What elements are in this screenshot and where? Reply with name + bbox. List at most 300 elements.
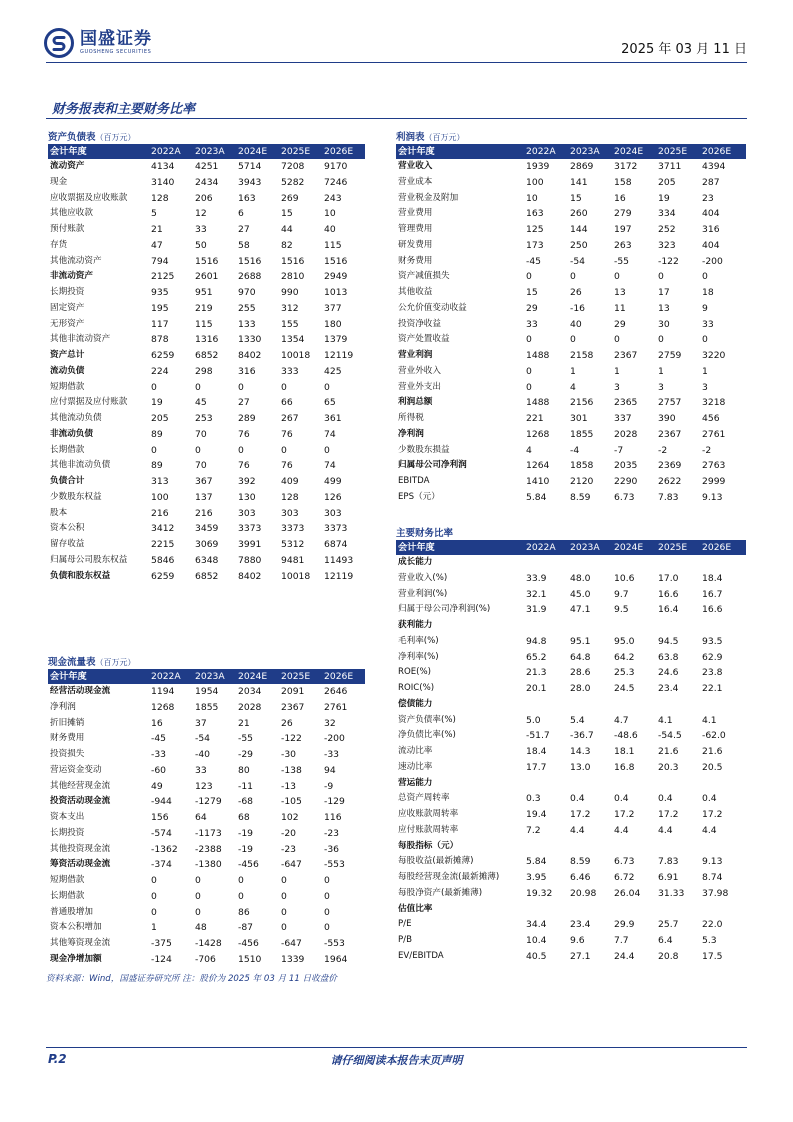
cash-flow-table xyxy=(48,669,365,968)
ratios-cell: 0.3 xyxy=(526,793,541,805)
income-statement-cell: 2120 xyxy=(570,476,594,487)
cash-flow-cell: -30 xyxy=(281,749,297,760)
ratios-cell xyxy=(658,618,702,634)
cash-flow-cell: 0 xyxy=(195,890,201,902)
balance-sheet-cell: 40 xyxy=(324,224,336,235)
income-statement-cell: 144 xyxy=(570,224,588,235)
income-statement-cell: 0 xyxy=(526,334,532,346)
balance-sheet-cell: 1316 xyxy=(195,334,219,346)
balance-sheet-row-label: 短期借款 xyxy=(50,381,85,392)
balance-sheet-cell: 130 xyxy=(238,491,256,503)
ratios-cell: 4.4 xyxy=(658,824,673,836)
ratios-cell: 7.83 xyxy=(658,856,679,868)
income-statement-cell: 2035 xyxy=(614,460,638,472)
balance-sheet-cell: 3373 xyxy=(281,523,305,535)
balance-sheet-cell: 0 xyxy=(281,444,287,456)
income-statement-cell: 0 xyxy=(614,271,620,283)
income-statement-cell: -4 xyxy=(570,444,580,456)
ratios-cell xyxy=(526,776,570,792)
section-divider xyxy=(46,118,747,119)
ratios-cell: 17.2 xyxy=(658,809,679,820)
income-statement-cell: 2869 xyxy=(570,161,594,172)
balance-sheet-cell: 126 xyxy=(324,491,342,503)
cash-flow-cell: 1 xyxy=(151,922,157,934)
ratios-row-label: 每股净资产(最新摊薄) xyxy=(398,887,483,898)
balance-sheet-cell: 7208 xyxy=(281,161,305,172)
cash-flow-cell: 16 xyxy=(151,717,163,729)
ratios-row-label: 估值比率 xyxy=(398,903,433,914)
ratios-cell: 19.32 xyxy=(526,887,553,899)
income-statement-cell: 0 xyxy=(526,365,532,377)
ratios-header-row xyxy=(396,540,746,555)
ratios-cell: 6.91 xyxy=(658,872,679,883)
ratios-row xyxy=(396,744,746,760)
ratios-row xyxy=(396,602,746,618)
ratios-cell xyxy=(702,776,746,792)
cash-flow-cell: -60 xyxy=(151,764,167,776)
cash-flow-row-label: 净利润 xyxy=(50,701,76,712)
income-statement-row-label: 其他收益 xyxy=(398,287,433,297)
income-statement-cell: 1 xyxy=(702,365,708,377)
ratios-cell: -48.6 xyxy=(614,730,638,742)
ratios-cell: 25.3 xyxy=(614,667,635,679)
balance-sheet-cell: 21 xyxy=(151,224,163,235)
balance-sheet-row-label: 长期借款 xyxy=(50,444,85,455)
cash-flow-cell: 1268 xyxy=(151,701,175,713)
ratios-cell xyxy=(702,839,746,855)
ratios-cell: 94.8 xyxy=(526,635,547,647)
balance-sheet-cell: 1013 xyxy=(324,287,348,298)
ratios-row-label: 流动比率 xyxy=(398,746,433,756)
ratios-cell: 4.4 xyxy=(614,824,629,836)
income-statement-row xyxy=(396,317,746,333)
income-statement-row xyxy=(396,427,746,443)
balance-sheet-cell: 0 xyxy=(238,381,244,393)
income-statement-cell: 2290 xyxy=(614,476,638,487)
balance-sheet-cell: 33 xyxy=(195,224,207,235)
cash-flow-cell: 2028 xyxy=(238,701,262,713)
ratios-row-label: 应收账款周转率 xyxy=(398,809,459,819)
income-statement-cell: 1264 xyxy=(526,460,550,472)
ratios-cell: -36.7 xyxy=(570,730,594,742)
balance-sheet-row xyxy=(48,380,365,396)
income-statement-cell: 3218 xyxy=(702,397,726,409)
ratios-row xyxy=(396,870,746,886)
ratios-cell: -62.0 xyxy=(702,730,726,742)
cash-flow-cell: 68 xyxy=(238,812,250,823)
cash-flow-cell: -574 xyxy=(151,827,172,839)
ratios-row-label: P/E xyxy=(398,919,412,930)
income-statement-cell: 158 xyxy=(614,176,632,188)
ratios-row xyxy=(396,728,746,744)
cash-flow-cell: -19 xyxy=(238,843,254,855)
balance-sheet-cell: 11493 xyxy=(324,554,354,566)
balance-sheet-cell: 1516 xyxy=(324,255,348,267)
ratios-cell: 4.1 xyxy=(702,714,717,726)
income-statement-header-row xyxy=(396,144,746,159)
balance-sheet-cell: 47 xyxy=(151,239,163,251)
balance-sheet-row-label: 其他流动负债 xyxy=(50,413,102,423)
income-statement-cell: -2 xyxy=(658,444,668,456)
balance-sheet-cell: 45 xyxy=(195,397,207,409)
balance-sheet-row-label: 固定资产 xyxy=(50,302,85,313)
ratios-year-header: 2022A xyxy=(526,540,570,555)
ratios-cell: 6.46 xyxy=(570,872,591,883)
income-statement-cell: 3 xyxy=(658,381,664,393)
balance-sheet-cell: 155 xyxy=(281,318,299,330)
balance-sheet-cell: 1516 xyxy=(238,255,262,267)
balance-sheet-cell: 5846 xyxy=(151,554,175,566)
cash-flow-cell: -553 xyxy=(324,859,345,871)
balance-sheet-cell: 0 xyxy=(151,444,157,456)
income-statement-cell: 3 xyxy=(614,381,620,393)
ratios-cell: 48.0 xyxy=(570,572,591,584)
income-statement-cell: -16 xyxy=(570,302,586,314)
balance-sheet-row-label: 资本公积 xyxy=(50,523,85,534)
cash-flow-row xyxy=(48,952,365,968)
income-statement-row xyxy=(396,380,746,396)
ratios-cell: 63.8 xyxy=(658,651,679,663)
cash-flow-cell: -124 xyxy=(151,953,172,965)
cash-flow-cell: 1964 xyxy=(324,953,348,965)
income-statement-cell: 15 xyxy=(526,287,538,298)
balance-sheet-row-label: 负债和股东权益 xyxy=(50,570,111,581)
balance-sheet-cell: 100 xyxy=(151,491,169,503)
balance-sheet-cell: 128 xyxy=(281,491,299,503)
cash-flow-cell: -33 xyxy=(151,749,167,760)
balance-sheet-row-label: 现金 xyxy=(50,176,68,187)
income-statement-row-label: 资产减值损失 xyxy=(398,271,450,282)
cash-flow-cell: 86 xyxy=(238,906,250,918)
balance-sheet-cell: 206 xyxy=(195,192,213,204)
balance-sheet-cell: 878 xyxy=(151,334,169,346)
ratios-cell xyxy=(658,555,702,571)
balance-sheet-year-header: 2025E xyxy=(281,144,324,159)
income-statement-cell: 1268 xyxy=(526,428,550,440)
balance-sheet-cell: 224 xyxy=(151,365,169,377)
cash-flow-cell: -54 xyxy=(195,733,211,745)
cash-flow-year-header: 2025E xyxy=(281,669,324,684)
cash-flow-cell: 0 xyxy=(195,906,201,918)
balance-sheet-row xyxy=(48,254,365,270)
income-statement-cell: 2622 xyxy=(658,476,682,487)
brand-name: 国盛证券 xyxy=(80,29,152,49)
ratios-cell: 9.5 xyxy=(614,604,629,616)
cash-flow-cell: -553 xyxy=(324,938,345,949)
balance-sheet-cell: 115 xyxy=(324,239,342,251)
balance-sheet-row-label: 其他非流动资产 xyxy=(50,334,111,345)
balance-sheet-cell: 303 xyxy=(324,507,342,519)
balance-sheet-row xyxy=(48,348,365,364)
balance-sheet-cell: 76 xyxy=(281,460,293,472)
income-statement-cell: 2158 xyxy=(570,350,594,361)
ratios-row xyxy=(396,587,746,603)
ratios-cell xyxy=(702,902,746,918)
income-statement-row-label: 营业收入 xyxy=(398,161,433,171)
income-statement-row-label: 财务费用 xyxy=(398,255,433,266)
balance-sheet-cell: 50 xyxy=(195,239,207,251)
page-number: P.2 xyxy=(48,1052,67,1066)
cash-flow-cell: 94 xyxy=(324,764,336,776)
cash-flow-cell: -1380 xyxy=(195,859,222,871)
cash-flow-row-label: 长期投资 xyxy=(50,827,85,838)
balance-sheet-cell: 267 xyxy=(281,413,299,424)
ratios-row-label: 毛利率(%) xyxy=(398,635,439,646)
cash-flow-cell: 32 xyxy=(324,717,336,729)
balance-sheet-row-label: 非流动资产 xyxy=(50,271,93,282)
balance-sheet-row-label: 少数股东权益 xyxy=(50,491,102,502)
ratios-cell: 33.9 xyxy=(526,572,547,584)
cash-flow-row xyxy=(48,810,365,826)
income-statement-cell: 4 xyxy=(526,444,532,456)
ratios-cell: 34.4 xyxy=(526,919,547,931)
ratios-row-label: ROIC(%) xyxy=(398,683,435,693)
income-statement-row xyxy=(396,348,746,364)
balance-sheet-title-text: 资产负债表 xyxy=(48,132,96,143)
cash-flow-cell: 0 xyxy=(281,922,287,934)
ratios-cell: 17.2 xyxy=(702,809,723,820)
balance-sheet-cell: 219 xyxy=(195,302,213,314)
balance-sheet-row-label: 预付账款 xyxy=(50,224,85,234)
income-statement-cell: 301 xyxy=(570,413,588,424)
balance-sheet-unit: （百万元） xyxy=(95,133,136,142)
report-date: 2025 年 03 月 11 日 xyxy=(621,42,747,57)
income-statement-cell: -7 xyxy=(614,444,624,456)
ratios-cell xyxy=(570,555,614,571)
balance-sheet-row xyxy=(48,506,365,522)
ratios-row-label: 每股指标（元） xyxy=(398,840,459,851)
income-statement-cell: 2761 xyxy=(702,428,726,440)
cash-flow-cell: 26 xyxy=(281,717,293,729)
ratios-cell xyxy=(570,776,614,792)
balance-sheet-cell: 303 xyxy=(238,507,256,519)
balance-sheet-row-label: 其他应收款 xyxy=(50,208,93,219)
ratios-row xyxy=(396,650,746,666)
cash-flow-cell: -23 xyxy=(281,843,297,855)
ratios-cell: 4.7 xyxy=(614,714,629,726)
ratios-cell: 32.1 xyxy=(526,588,547,600)
income-statement-cell: 173 xyxy=(526,239,544,251)
ratios-cell xyxy=(614,697,658,713)
income-statement-cell: 0 xyxy=(658,334,664,346)
ratios-cell: 24.4 xyxy=(614,950,635,962)
cash-flow-cell: 2367 xyxy=(281,701,305,713)
balance-sheet-cell: 1516 xyxy=(195,255,219,267)
ratios-cell: 17.2 xyxy=(570,809,591,820)
ratios-row-label: 偿债能力 xyxy=(398,698,433,709)
balance-sheet-cell: 794 xyxy=(151,255,169,267)
income-statement-cell: 2156 xyxy=(570,397,594,409)
ratios-row-label: 净负债比率(%) xyxy=(398,730,456,741)
ratios-row-label: 速动比率 xyxy=(398,761,433,772)
balance-sheet-cell: 2215 xyxy=(151,539,175,550)
ratios-cell xyxy=(570,697,614,713)
cash-flow-cell: -33 xyxy=(324,749,340,760)
cash-flow-year-header: 2024E xyxy=(238,669,281,684)
income-statement-cell: 337 xyxy=(614,413,632,424)
cash-flow-cell: -647 xyxy=(281,938,302,949)
ratios-cell xyxy=(614,902,658,918)
ratios-row xyxy=(396,854,746,870)
ratios-cell: 47.1 xyxy=(570,604,591,616)
balance-sheet-row-label: 应付票据及应付账款 xyxy=(50,397,128,408)
cash-flow-cell: -2388 xyxy=(195,843,222,855)
cash-flow-cell: 1339 xyxy=(281,953,305,965)
income-statement-cell: -55 xyxy=(614,255,630,267)
cash-flow-cell: 37 xyxy=(195,717,207,729)
ratios-cell: 16.6 xyxy=(702,604,723,616)
balance-sheet-row xyxy=(48,285,365,301)
balance-sheet-cell: 333 xyxy=(281,365,299,377)
income-statement-row xyxy=(396,254,746,270)
cash-flow-cell: -138 xyxy=(281,764,302,776)
ratios-cell: 6.72 xyxy=(614,872,635,883)
income-statement-cell: 5.84 xyxy=(526,491,547,503)
balance-sheet-row-label: 归属母公司股东权益 xyxy=(50,554,128,565)
income-statement-cell: 0 xyxy=(526,381,532,393)
cash-flow-cell: 21 xyxy=(238,717,250,729)
balance-sheet-cell: 0 xyxy=(281,381,287,393)
balance-sheet-cell: 10 xyxy=(324,208,336,220)
ratios-row-label: 资产负债率(%) xyxy=(398,714,456,725)
cash-flow-row xyxy=(48,779,365,795)
balance-sheet-cell: 361 xyxy=(324,413,342,424)
cash-flow-row xyxy=(48,905,365,921)
balance-sheet-row-label: 流动负债 xyxy=(50,365,85,376)
balance-sheet-cell: 0 xyxy=(195,381,201,393)
income-statement-row-label: 管理费用 xyxy=(398,224,433,234)
balance-sheet-cell: 0 xyxy=(238,444,244,456)
cash-flow-cell: -29 xyxy=(238,749,254,760)
cash-flow-cell: 1954 xyxy=(195,686,219,697)
cash-flow-cell: -20 xyxy=(281,827,297,839)
balance-sheet-cell: 298 xyxy=(195,365,213,377)
ratios-row-label: 归属于母公司净利润(%) xyxy=(398,604,491,615)
cash-flow-row-label: 现金净增加额 xyxy=(50,953,102,964)
balance-sheet-cell: 269 xyxy=(281,192,299,204)
ratios-title-text: 主要财务比率 xyxy=(396,528,454,539)
balance-sheet-row-label: 非流动负债 xyxy=(50,428,93,439)
ratios-cell: 5.84 xyxy=(526,856,547,868)
balance-sheet-cell: 0 xyxy=(324,444,330,456)
balance-sheet-row xyxy=(48,175,365,191)
cash-flow-row xyxy=(48,731,365,747)
ratios-cell: 16.8 xyxy=(614,761,635,773)
income-statement-cell: 334 xyxy=(658,208,676,220)
income-statement-cell: 1 xyxy=(570,365,576,377)
balance-sheet-cell: 4134 xyxy=(151,161,175,172)
income-statement-row xyxy=(396,222,746,238)
income-statement-cell: 7.83 xyxy=(658,491,679,503)
cash-flow-cell: 64 xyxy=(195,812,207,823)
cash-flow-row xyxy=(48,700,365,716)
balance-sheet-row xyxy=(48,364,365,380)
balance-sheet-row xyxy=(48,490,365,506)
income-statement-cell: 15 xyxy=(570,192,582,204)
ratios-cell: 23.4 xyxy=(570,919,591,931)
cash-flow-cell: 0 xyxy=(281,906,287,918)
balance-sheet-cell: 4251 xyxy=(195,161,219,172)
ratios-cell: 22.0 xyxy=(702,919,723,931)
balance-sheet-row xyxy=(48,553,365,569)
cash-flow-cell: -456 xyxy=(238,859,259,871)
cash-flow-row-label: 短期借款 xyxy=(50,875,85,885)
ratios-cell xyxy=(526,555,570,571)
cash-flow-cell: 0 xyxy=(324,922,330,934)
balance-sheet-cell: 205 xyxy=(151,413,169,424)
income-statement-unit: （百万元） xyxy=(424,133,465,142)
cash-flow-row xyxy=(48,684,365,700)
balance-sheet-header-label: 会计年度 xyxy=(48,144,151,159)
balance-sheet-cell: 12119 xyxy=(324,570,354,582)
balance-sheet-row-label: 负债合计 xyxy=(50,476,85,486)
income-statement-cell: 390 xyxy=(658,413,676,424)
income-statement-cell: 2757 xyxy=(658,397,682,409)
ratios-cell: 23.8 xyxy=(702,667,723,679)
cash-flow-cell: 0 xyxy=(324,890,330,902)
balance-sheet-row xyxy=(48,458,365,474)
income-statement-row-label: 资产处置收益 xyxy=(398,334,450,345)
ratios-cell: 27.1 xyxy=(570,950,591,962)
income-statement-row-label: EPS（元） xyxy=(398,491,440,502)
income-statement-cell: 3 xyxy=(702,381,708,393)
cash-flow-cell: -374 xyxy=(151,859,172,871)
balance-sheet-cell: 76 xyxy=(281,428,293,440)
balance-sheet-row xyxy=(48,191,365,207)
income-statement-row-label: 营业利润 xyxy=(398,350,433,360)
ratios-cell: 64.2 xyxy=(614,651,635,663)
ratios-row xyxy=(396,839,746,855)
cash-flow-row xyxy=(48,826,365,842)
balance-sheet-cell: 0 xyxy=(324,381,330,393)
cash-flow-cell: -456 xyxy=(238,938,259,949)
ratios-cell: 18.4 xyxy=(526,746,547,757)
income-statement-cell: 2028 xyxy=(614,428,638,440)
cash-flow-row xyxy=(48,936,365,952)
balance-sheet-row xyxy=(48,317,365,333)
balance-sheet-row xyxy=(48,521,365,537)
income-statement-row xyxy=(396,269,746,285)
cash-flow-cell: -19 xyxy=(238,827,254,839)
ratios-row xyxy=(396,886,746,902)
cash-flow-year-header: 2026E xyxy=(324,669,365,684)
ratios-header-label: 会计年度 xyxy=(396,540,526,555)
income-statement-cell: 2365 xyxy=(614,397,638,409)
balance-sheet-cell: 0 xyxy=(151,381,157,393)
ratios-row xyxy=(396,555,746,571)
cash-flow-cell: 0 xyxy=(238,875,244,886)
balance-sheet-cell: 935 xyxy=(151,287,169,298)
income-statement-cell: 4394 xyxy=(702,161,726,172)
income-statement-row xyxy=(396,458,746,474)
income-statement-cell: 19 xyxy=(658,192,670,204)
ratios-row-label: 每股经营现金流(最新摊薄) xyxy=(398,872,500,882)
ratios-cell xyxy=(526,902,570,918)
ratios-cell: 64.8 xyxy=(570,651,591,663)
cash-flow-cell: 49 xyxy=(151,780,163,792)
footer-disclaimer: 请仔细阅读本报告末页声明 xyxy=(330,1054,463,1067)
income-statement-row xyxy=(396,285,746,301)
cash-flow-cell: 0 xyxy=(281,875,287,886)
income-statement-cell: 6.73 xyxy=(614,491,635,503)
ratios-cell: -54.5 xyxy=(658,730,682,742)
cash-flow-cell: 2761 xyxy=(324,701,348,713)
cash-flow-row-label: 筹资活动现金流 xyxy=(50,859,111,870)
balance-sheet-cell: 27 xyxy=(238,397,250,409)
cash-flow-cell: -1362 xyxy=(151,843,178,855)
balance-sheet-cell: 377 xyxy=(324,302,342,314)
ratios-cell: 5.3 xyxy=(702,935,717,946)
